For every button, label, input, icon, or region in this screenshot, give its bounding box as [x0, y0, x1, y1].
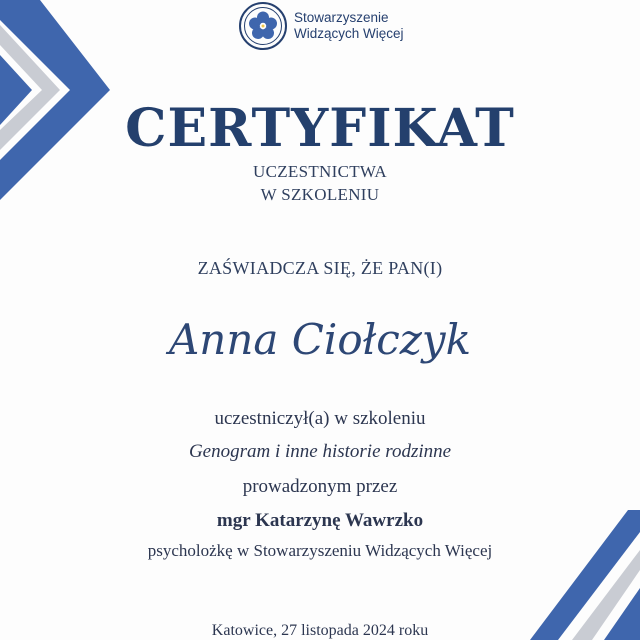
participation-text: uczestniczył(a) w szkoleniu — [214, 408, 426, 429]
place-and-date: Katowice, 27 listopada 2024 roku — [211, 622, 429, 639]
organization-name — [294, 10, 404, 42]
forget-me-not-flower-icon — [238, 1, 288, 51]
participant-name: Anna Ciołczyk — [168, 315, 472, 364]
trainer-name: mgr Katarzynę Wawrzko — [216, 510, 424, 531]
organization-logo — [238, 0, 404, 52]
training-title: Genogram i inne historie rodzinne — [188, 441, 452, 462]
trainer-role: psycholożkę w Stowarzyszeniu Widzących Więcej — [147, 541, 493, 560]
led-by-text: prowadzonym przez — [242, 476, 398, 497]
certificate-subtitle-line1: UCZESTNICTWA — [253, 162, 387, 181]
certify-statement: ZAŚWIADCZA SIĘ, ŻE PAN(I) — [197, 258, 443, 278]
organization-name-line1: Stowarzyszenie — [294, 10, 389, 25]
organization-name-line2: Widzących Więcej — [294, 26, 404, 41]
certificate-subtitle-line2: W SZKOLENIU — [260, 185, 380, 204]
certificate-title: CERTYFIKAT — [125, 98, 515, 159]
